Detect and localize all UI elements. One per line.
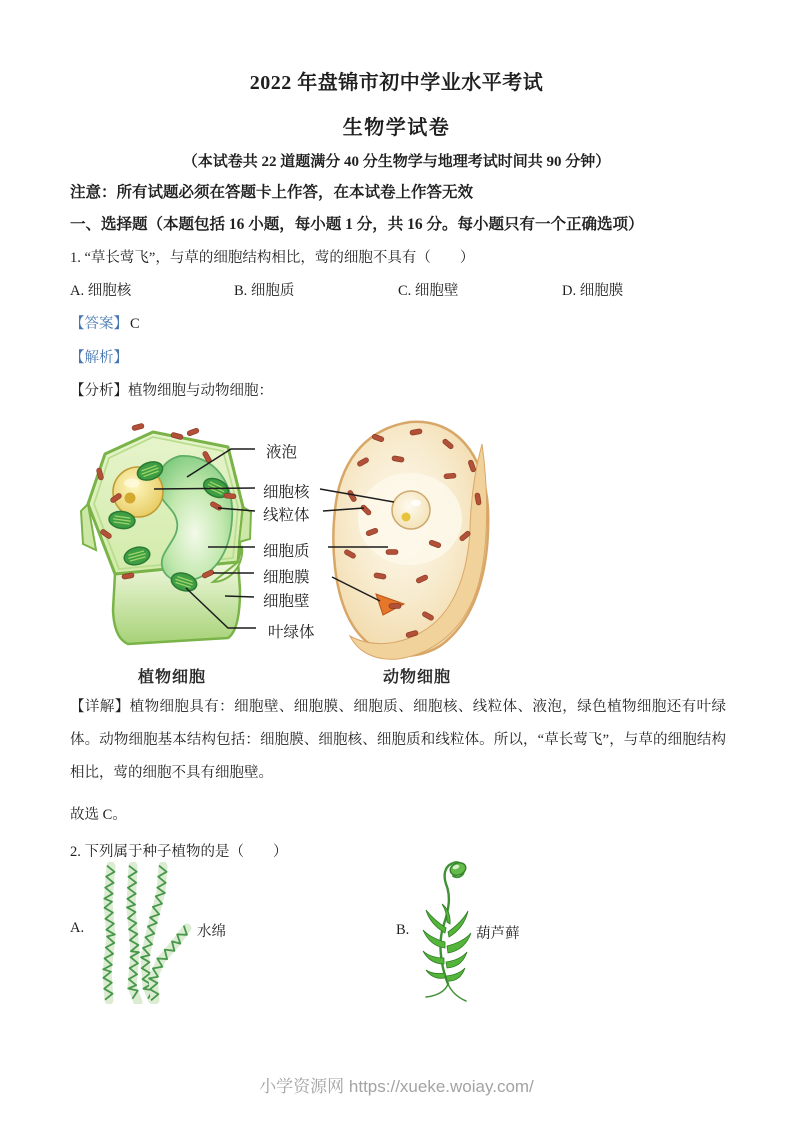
label-chloroplast: 叶绿体 (268, 624, 315, 641)
cell-comparison-diagram (80, 414, 580, 686)
q2-option-b-text: 葫芦藓 (476, 926, 520, 942)
q2-option-a-letter: A. (70, 920, 85, 936)
answer-value: C (130, 316, 140, 332)
question-2-text: 2. 下列属于种子植物的是（ ） (70, 844, 288, 860)
label-cell-membrane: 细胞膜 (263, 569, 310, 586)
exam-title: 2022 年盘锦市初中学业水平考试 (249, 72, 544, 94)
site-watermark: 小学资源网 https://xueke.woiay.com/ (259, 1077, 534, 1096)
q1-option-b (234, 279, 294, 300)
animal-nucleus-shape (392, 491, 430, 529)
q1-option-d (562, 279, 623, 300)
label-vacuole: 液泡 (266, 444, 298, 461)
analysis-marker: 【解析】 (70, 350, 128, 366)
q2-option-b-letter: B. (396, 922, 410, 938)
q1-conclusion: 故选 C。 (70, 807, 127, 823)
q1-option-b-text: 细胞质 (250, 283, 295, 299)
q1-analysis-marker-line (70, 346, 128, 367)
q1-option-d-letter: D. (562, 283, 577, 299)
section-heading: 一、选择题（本题包括 16 小题，每小题 1 分，共 16 分。每小题只有一个正确选项） (70, 216, 644, 233)
spirogyra-illustration (95, 862, 195, 1004)
label-cell-wall: 细胞壁 (263, 593, 310, 610)
q1-option-a-text: 细胞核 (87, 283, 132, 299)
exam-info-line: （本试卷共 22 道题满分 40 分生物学与地理考试时间共 90 分钟） (182, 154, 611, 170)
notice-line: 注意：所有试题必须在答题卡上作答，在本试卷上作答无效 (70, 184, 474, 201)
q1-answer-line (70, 312, 140, 333)
moss-leaves (423, 904, 471, 981)
label-mitochondrion: 线粒体 (263, 507, 310, 524)
plant-cell-illustration (81, 423, 251, 644)
caption-animal-cell: 动物细胞 (383, 669, 452, 686)
cell-diagram-illustration (80, 414, 580, 686)
answer-marker: 【答案】 (70, 316, 128, 332)
animal-cell-illustration (333, 422, 488, 660)
q1-detail-explanation: 【详解】植物细胞具有：细胞壁、细胞膜、细胞质、细胞核、线粒体、液泡，绿色植物细胞还有叶绿体。动物细胞基本结构包括：细胞膜、细胞核、细胞质和线粒体。所以，“草长莺飞”，与草的细胞结构相比，莺的细胞不具有细胞壁。 (70, 699, 726, 781)
q1-option-a-letter: A. (70, 283, 85, 299)
label-cytoplasm: 细胞质 (263, 543, 310, 560)
moss-illustration (418, 856, 482, 1004)
label-nucleus: 细胞核 (263, 484, 310, 501)
exam-subject-title: 生物学试卷 (342, 117, 451, 139)
q1-option-b-letter: B. (234, 283, 248, 299)
q1-option-c (398, 279, 458, 300)
q1-option-c-text: 细胞壁 (414, 283, 459, 299)
q1-analysis-intro: 【分析】植物细胞与动物细胞： (70, 383, 273, 399)
q2-option-a-text: 水绵 (197, 924, 226, 940)
caption-plant-cell: 植物细胞 (138, 669, 207, 686)
q1-option-d-text: 细胞膜 (579, 283, 624, 299)
q1-option-c-letter: C. (398, 283, 412, 299)
q1-option-a (70, 279, 131, 300)
question-1-text: 1. “草长莺飞”，与草的细胞结构相比，莺的细胞不具有（ ） (70, 250, 475, 266)
